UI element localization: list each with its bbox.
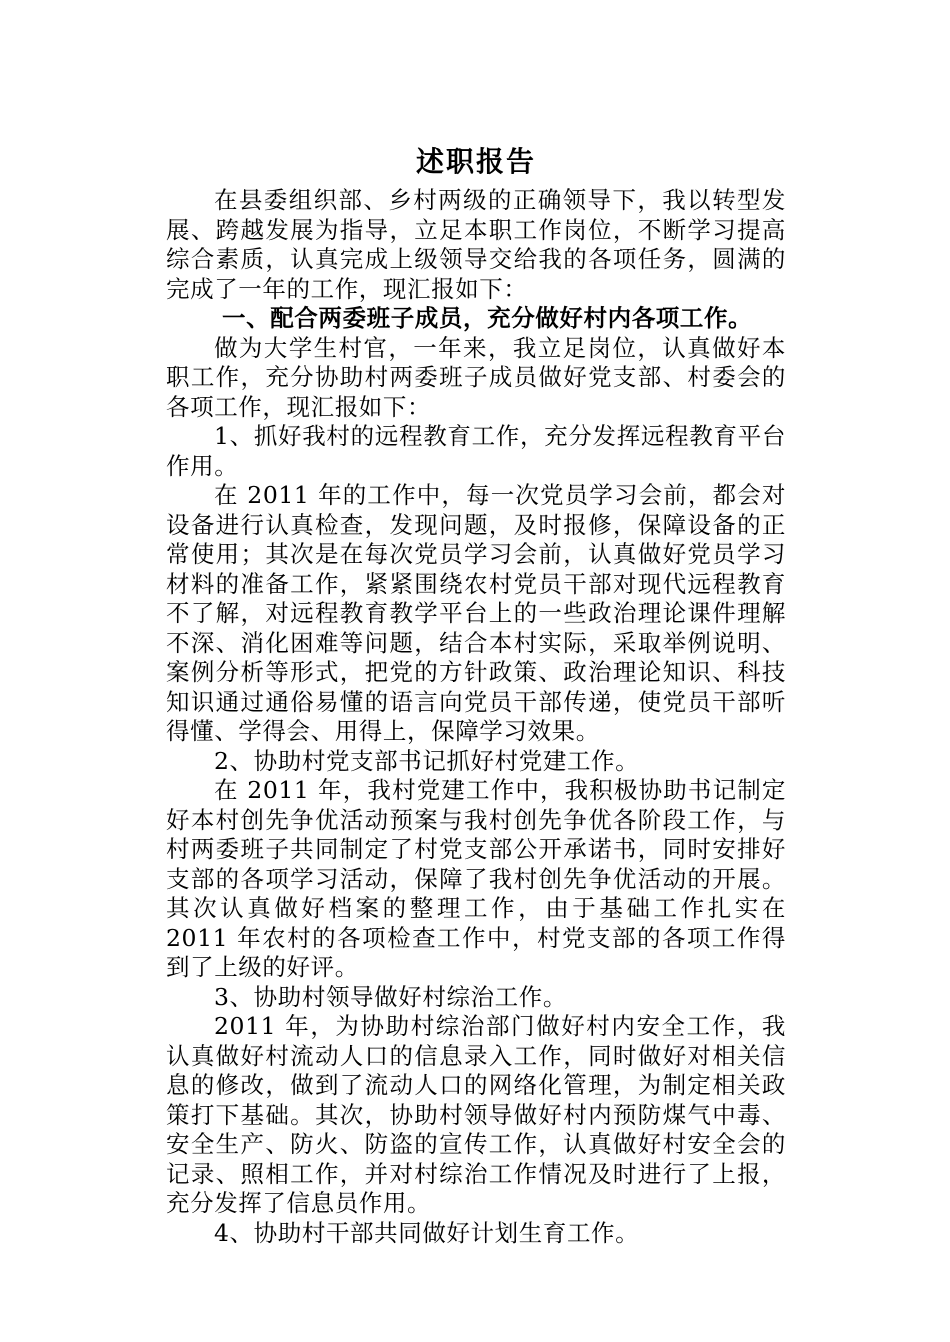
item-3-paragraph: 2011 年，为协助村综治部门做好村内安全工作，我认真做好村流动人口的信息录入工作，同时做好对相关信息的修改，做到了流动人口的网络化管理，为制定相关政策打下基础。其次，协助村领导做好村内预防煤气中毒、安全生产、防火、防盗的宣传工作，认真做好村安全会的记录、照相工作，并对村综治工作情况及时进行了上报，充分发挥了信息员作用。 — [166, 1012, 786, 1217]
item-1-paragraph: 在 2011 年的工作中，每一次党员学习会前，都会对设备进行认真检查，发现问题，及时报修，保障设备的正常使用；其次是在每次党员学习会前，认真做好党员学习材料的准备工作，紧紧围绕农村党员干部对现代远程教育不了解，对远程教育教学平台上的一些政治理论课件理解不深、消化困难等问题，结合本村实际，采取举例说明、案例分析等形式，把党的方针政策、政治理论知识、科技知识通过通俗易懂的语言向党员干部传递，使党员干部听得懂、学得会、用得上，保障学习效果。 — [166, 481, 786, 745]
item-3-heading: 3、协助村领导做好村综治工作。 — [214, 982, 567, 1011]
section-1-intro-paragraph: 做为大学生村官，一年来，我立足岗位，认真做好本职工作，充分协助村两委班子成员做好党支部、村委会的各项工作，现汇报如下： — [166, 333, 786, 421]
item-4-heading: 4、协助村干部共同做好计划生育工作。 — [214, 1218, 640, 1247]
document-page — [166, 140, 786, 1248]
item-2-heading: 2、协助村党支部书记抓好村党建工作。 — [214, 746, 640, 775]
item-2-paragraph: 在 2011 年，我村党建工作中，我积极协助书记制定好本村创先争优活动预案与我村创先争优各阶段工作，与村两委班子共同制定了村党支部公开承诺书，同时安排好支部的各项学习活动，保障了我村创先争优活动的开展。其次认真做好档案的整理工作，由于基础工作扎实在 2011 年农村的各项检查工作中，村党支部的各项工作得到了上级的好评。 — [166, 776, 786, 981]
document-title: 述职报告 — [415, 145, 536, 178]
section-heading-1: 一、配合两委班子成员，充分做好村内各项工作。 — [222, 304, 753, 332]
intro-paragraph: 在县委组织部、乡村两级的正确领导下，我以转型发展、跨越发展为指导，立足本职工作岗位，不断学习提高综合素质，认真完成上级领导交给我的各项任务，圆满的完成了一年的工作，现汇报如下： — [166, 186, 786, 303]
item-1-heading: 1、抓好我村的远程教育工作，充分发挥远程教育平台作用。 — [166, 422, 786, 480]
